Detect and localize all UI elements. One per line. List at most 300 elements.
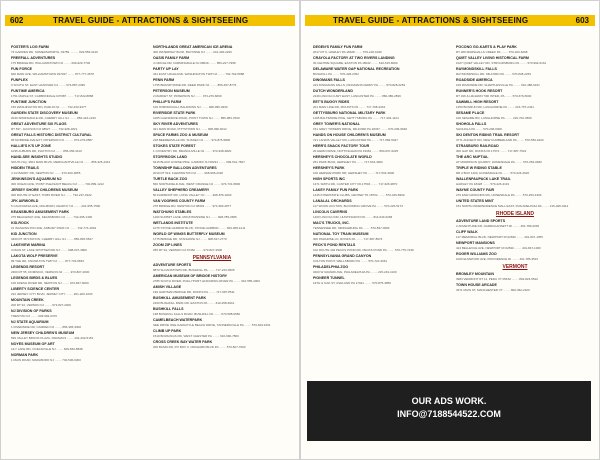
listing-name: HIGH SPORTS INC — [313, 177, 345, 181]
listing-name: GREAT ADVENTURE SIX FLAGS — [11, 122, 67, 126]
listing-address-phone: 275 BEACHWAY AVE, KEANSBURG NJ ........ 732-495-1400 — [11, 215, 93, 219]
listing-entry — [153, 232, 271, 243]
nj-listings-continued — [153, 45, 271, 254]
listing-entry — [313, 45, 431, 56]
listing-address-phone: 100 OXBOROUGH, BALDWINS NJ ........ 908-995-0300 — [153, 105, 228, 109]
listing-address-phone: RR 2 BOX 1400, HONESDALE PA ........ 570-226-2620 — [456, 171, 530, 175]
listing-address-phone: 3400 RT 38 STATION, CHERRY HILL NJ ........ 856-845-5637 — [11, 237, 93, 241]
listing-entry — [313, 265, 431, 276]
listing-entry — [153, 296, 271, 307]
listing-name: PHILLIP'S FARM — [153, 100, 182, 104]
listing-address-phone: 151 GREY TOWERS DRIVE, MILFORD PA 18337 ........ 570-296-9630 — [313, 127, 407, 131]
listing-address-phone: 117 MEMORIAL BLVD, NEWPORT RI 02840 ........ 401-847-1355 — [456, 235, 543, 239]
listing-name: NJ STATE AQUARIUM — [11, 320, 49, 324]
listing-address-phone: 300 ROUTE 37 EAST, TOMS RIVER NJ ........ 732-237-3222 — [11, 193, 92, 197]
listing-address-phone: 175 BRIDGE RD, WILLIAMSTOWN NJ ........ 609-629-7700 — [11, 61, 91, 65]
listing-entry — [153, 199, 271, 210]
listing-address-phone: 278 BRIDGE RD, NEWTON NJ 08303 ........ 973-383-2877 — [153, 204, 232, 208]
listing-address-phone: 1 COVENTRY RD, BRANCHVILLE NJ ........ 973-948-3820 — [153, 149, 232, 153]
listing-entry — [11, 298, 129, 309]
listing-address-phone: RAYMONDSKILL RD, MILFORD PA ........ 570-828-2253 — [456, 72, 531, 76]
listing-address-phone: 2017 RT 6, HAWLEY PA 18428 ........ 570-226-6346 — [313, 50, 382, 54]
listing-name: KID JUNCTION — [11, 232, 37, 236]
listing-address-phone: 2019 RT 519, FLEMINGTON NJ ........ 908-996-2320 — [153, 171, 224, 175]
ri-listings — [456, 219, 574, 263]
listing-name: CLIMB UP PARK — [153, 329, 182, 333]
listing-name: ADVENTURE SPORTS — [153, 263, 192, 267]
listing-entry — [456, 230, 574, 241]
listing-name: QUIET VALLEY LIVING HISTORICAL FARM — [456, 56, 529, 60]
listing-entry — [313, 221, 431, 232]
listing-address-phone: 1075 STONE HARBOR BLVD, STONE HARBOR ........ 609-368-1211 — [153, 226, 246, 230]
listing-address-phone: 300 OCEAN AVE, POINT PLEASANT BEACH NJ ........ 732-899-1212 — [11, 182, 104, 186]
listing-address-phone: 400 WATERWAY BLVD, BAYONNE NJ ........ 201-436-2200 — [153, 50, 232, 54]
listing-entry — [11, 45, 129, 56]
listing-name: CLIFF WALK — [456, 230, 478, 234]
listing-address-phone: 65 MCBRIDE AVE EXT, PATERSON NJ .......... 973-279-9587 — [11, 138, 93, 142]
listing-entry — [153, 78, 271, 89]
listing-entry — [456, 199, 574, 210]
listing-name: WALLENPAUPACK LAKE TRAIL — [456, 177, 511, 181]
listing-entry — [313, 56, 431, 67]
listing-name: HERR'S SNACK FACTORY TOUR — [313, 144, 370, 148]
listing-entry — [456, 89, 574, 100]
listing-address-phone: 138 BUSHKILL FALLS ROAD, BUSHKILL PA ........ 570-588-6682 — [153, 312, 241, 316]
listing-entry — [153, 318, 271, 329]
listing-address-phone: 100 HERSHEYPARK DR, HERSHEY PA ........ 717-534-3900 — [313, 171, 395, 175]
listing-entry — [153, 210, 271, 221]
listing-entry — [153, 340, 271, 351]
listing-entry — [153, 243, 271, 254]
listing-address-phone: 1160 SUMMIT LANE, MOUNTAINSIDE NJ ........ 908-789-3665 — [153, 215, 237, 219]
listing-entry — [456, 155, 574, 166]
listing-address-phone: 2300 RT 55, DOMINICK, VERNON NJ ........ 973-827-2000 — [11, 270, 90, 274]
listing-entry — [11, 353, 129, 364]
listing-address-phone: 1471 SMITH RD, CANTER CITY PA 17504 ........ 717-626-9870 — [313, 182, 398, 186]
listing-address-phone: HAWLEY PA 18428 ........ 570-226-3191 — [456, 182, 510, 186]
listing-address-phone: 199 HARTMAN BRIDGE RD, RONKS PA ........ 717-687-8511 — [153, 290, 235, 294]
listing-address-phone: 2249 LINCOLN HWY EAST, LANCASTER PA ........ 866-386-2839 — [313, 94, 401, 98]
listing-address-phone: 100 SESAME RD, LANGHORNE PA ........ 215-702-3566 — [456, 116, 532, 120]
listing-name: RUNNER'S HOOK RESORT — [456, 89, 503, 93]
listing-address-phone: 2100 BUSHKILL PARK DR, EASTON PA ........ 610-258-6941 — [153, 301, 235, 305]
listing-address-phone: 1035 AUBURN RD, PHOTOS NJ ........ 856-456-3110 — [11, 149, 82, 153]
listing-name: CAMELBEACH WATERPARK — [153, 318, 203, 322]
listing-address-phone: 2 MARKET ST, PATERSON NJ ........ 973-279-6669 — [153, 94, 222, 98]
listing-address-phone: 89 THE RD, KNOWLTON TWP NJ ........ 877-733-9653 — [11, 259, 84, 263]
listing-name: NJ DIVISION OF PARKS — [11, 309, 52, 313]
listing-entry — [313, 111, 431, 122]
listing-entry — [11, 199, 129, 210]
right-header — [301, 1, 599, 31]
advertisement-box — [307, 381, 591, 441]
listing-entry — [11, 342, 129, 353]
listing-address-phone: 1755 BRANDYWINE RD, DEER PARK NJ ........ 856-497-8776 — [153, 83, 237, 87]
listing-entry — [313, 210, 431, 221]
listing-address-phone: 21 WASHINGTON AVE, ASBURY PARK NJ ........ 732-774-4994 — [11, 226, 97, 230]
listing-entry — [11, 78, 129, 89]
listing-name: SESAME PLACE — [456, 111, 485, 115]
listing-address-phone: 1400 LINCOLN DR, HUNTINGDON PA ........ 814-643-0268 — [313, 215, 393, 219]
listing-name: PIONEER TUNNEL — [313, 276, 345, 280]
listing-entry — [11, 56, 129, 67]
state-heading-pennsylvania: PENNSYLVANIA — [192, 255, 232, 261]
listing-entry — [11, 188, 129, 199]
listing-entry — [11, 89, 129, 100]
listing-address-phone: 2785 SOUTH RIVER, PHILLYPORT, ENDURING RIVER PA ........ 610-555-2000 — [153, 279, 260, 283]
listing-entry — [11, 166, 129, 177]
pa-listings-continued — [456, 45, 574, 210]
left-header — [1, 1, 299, 31]
listing-address-phone: 1751 MAPLE ST, CARBONDALE 037087 ........ 717-822-8868 — [11, 94, 94, 98]
listing-address-phone: 200 BASIN RD, PO BOX 0, ORCHARD BLVD PA ........ 570-827-7900 — [153, 345, 246, 349]
listing-name: HANDS ON HOUSE CHILDREN'S MUSEUM — [313, 133, 386, 137]
listing-address-phone: 3771 ANCIENT RD, NEW CUMBERLAND PA ........ 570-559-9220 — [456, 138, 544, 142]
listing-address-phone: 255 RT 94, VERNON NJ 07462 ........ 973-827-3900 — [153, 248, 223, 252]
listing-name: DEGEN'S FAMILY FUN FARM — [313, 45, 363, 49]
listing-entry — [313, 276, 431, 287]
listing-entry — [153, 329, 271, 340]
listing-name: GETTYSBURG NATIONAL MILITARY PARK — [313, 111, 386, 115]
listing-name: PHILADELPHIA ZOO — [313, 265, 349, 269]
listing-name: DINGMANS FALLS — [313, 78, 345, 82]
listing-address-phone: 721 LANDIS VALLEY RD, LANCASTER PA ........ 717-569-5437 — [313, 138, 398, 142]
listing-entry — [11, 287, 129, 298]
listing-name: TRIPLE W RIDING STABLE — [456, 166, 502, 170]
listing-name: NATIONAL TOY TRAIN MUSEUM — [313, 232, 369, 236]
listing-address-phone: 2040 SPRINGDALE RD, CHERRY HILL NJ ........ 856-424-1233 — [11, 116, 96, 120]
listing-name: LINCOLN CAVERNS — [313, 210, 348, 214]
listing-entry — [153, 274, 271, 285]
listing-name: WORLD OF WINGS BUTTERFLY MUSEUM — [153, 232, 225, 236]
listing-name: LAKEY FAMILY FUN PARK — [313, 188, 359, 192]
listing-address-phone: RT 196 & HIGHWAY 590 INTER, PA ........ 570-676-5000 — [456, 94, 532, 98]
listing-entry — [11, 276, 129, 287]
listing-name: TOWNSHIP BALLOON ADVENTURES — [153, 166, 217, 170]
listing-entry — [456, 144, 574, 155]
listing-address-phone: 3 SOUTH ST, EAST HANOVER NJ ........ 973-887-2399 — [11, 83, 85, 87]
listing-entry — [11, 254, 129, 265]
listing-name: HERSHEY'S CHOCOLATE WORLD — [313, 155, 372, 159]
listing-address-phone: 270 FAIR GROUNDS RD, HONESDALE PA ........ 570-253-4306 — [456, 193, 542, 197]
listing-name: EET'S BUGGY RIDES — [313, 100, 350, 104]
listing-entry — [456, 272, 574, 283]
listing-entry — [11, 265, 129, 276]
listing-address-phone: 117 WOOD ACCTWS, BLOOMING GROVE PA ........ 570-226-5173 — [313, 204, 403, 208]
listing-address-phone: 201 MAIN LINE RD, MOUNTS PA ........ 717-768-3334 — [313, 105, 386, 109]
listing-name: FREEFALL ADVENTURES — [11, 56, 56, 60]
listing-name: LAKOTA WOLF PRESERVE — [11, 254, 58, 258]
listing-name: PENNSYLVANIA GRAND CANYON — [313, 254, 372, 258]
listing-name: TOWN HOUSE ARCADE — [456, 283, 497, 287]
listing-entry — [153, 100, 271, 111]
listing-name: CROSS CREEK BAY WATER PARK — [153, 340, 213, 344]
listing-address-phone: TENNESSEE RD, MIDDLEBURG PA ........ 570-837-0083 — [313, 226, 390, 230]
listing-entry — [456, 219, 574, 230]
listing-address-phone: RT 537, JACKSON NJ 08527 ........ 732-928-1821 — [11, 127, 78, 131]
listing-entry — [456, 283, 574, 294]
listing-name: AMERICAN MUSEUM OF BRIDGE HISTORY — [153, 274, 228, 278]
listing-name: FUNTIME JUNCTION — [11, 100, 47, 104]
listing-entry — [153, 144, 271, 155]
listing-entry — [456, 45, 574, 56]
listing-address-phone: 19TH & OAK ST, ASHLAND PA 17921 ........ 570-875-3850 — [313, 281, 391, 285]
listing-entry — [11, 309, 129, 320]
listing-address-phone: 30 CENTRE SQUARE, EASTON PA 18042 ........ 610-515-8000 — [313, 61, 398, 65]
listing-address-phone: 3984 VERMONT RT 11, PERU VT 05152 ........ 802-824-5522 — [456, 277, 538, 281]
listing-address-phone: 200 RT 94, VERNON NJ ........ 973-827-2000 — [11, 303, 71, 307]
listing-name: SHOHOLA FALLS — [456, 122, 487, 126]
listing-entry — [11, 122, 129, 133]
listing-entry — [153, 122, 271, 133]
listing-name: VALLEY SHEPHERD CREAMERY — [153, 188, 210, 192]
listing-address-phone: 1445 INTERSTATE CLUBS, CENTER TN 18702 ........ 570-445-8300 — [313, 193, 405, 197]
listing-entry — [153, 133, 271, 144]
listing-address-phone: 560 NORTHFIELD AVE, WEST ORANGE NJ ........ 973-731-5800 — [153, 182, 241, 186]
listing-entry — [153, 166, 271, 177]
listing-address-phone: 4 CIRCLE DR, FARMINGDALE NJ 08049 ........ 856-227-7998 — [153, 61, 236, 65]
ad-email: INFO@7188544522.COM — [397, 409, 501, 419]
listing-entry — [153, 67, 271, 78]
listing-name: SAWMILL HIGH RESORT — [456, 100, 499, 104]
listing-address-phone: 1250 BOGRUN RD, LANGHORNE PA ........ 215-757-2441 — [456, 105, 534, 109]
listing-address-phone: AT MORRISON QUARRY, HONESDALE PA ........ 570-253-0480 — [456, 160, 542, 164]
listing-name: KID-ROCK — [11, 221, 29, 225]
listing-entry — [456, 188, 574, 199]
listing-address-phone: 1195 BALTIMORE PIKE, GETTYSBURG PA ........ 717-334-1124 — [313, 116, 399, 120]
listing-entry — [11, 144, 129, 155]
listing-address-phone: SOUTH SQ, 4601 MAIN BLVD, MERCHANTVILLE NJ ........ 856-325-4444 — [11, 160, 111, 164]
vt-listings — [456, 272, 574, 294]
pa-listings — [153, 263, 271, 351]
listing-name: WETLANDS INSTITUTE — [153, 221, 193, 225]
listing-entry — [11, 67, 129, 78]
listing-name: THE ARC NUPTIAL — [456, 155, 489, 159]
listing-name: SKI DENTON RIDING TRAIL RESORT — [456, 133, 520, 137]
listing-entry — [313, 67, 431, 78]
listing-address-phone: 1775 BRIDGE RD, STANHOPE NJ ........ 908-617-2770 — [153, 237, 227, 241]
listing-entry — [313, 122, 431, 133]
listing-name: HALLIE'S K'S UP ZONE — [11, 144, 51, 148]
listing-entry — [313, 177, 431, 188]
listing-entry — [313, 100, 431, 111]
listing-entry — [313, 166, 431, 177]
listing-name: ROGER WILLIAMS ZOO — [456, 252, 497, 256]
listing-entry — [456, 111, 574, 122]
listing-entry — [456, 252, 574, 263]
listing-address-phone: 251 PARK BLVD, HERSHEY PA ........ 717-534-4900 — [313, 160, 383, 164]
listing-name: FOSTER'S LOG FARM — [11, 45, 49, 49]
listing-entry — [11, 221, 129, 232]
listing-entry — [153, 285, 271, 296]
listing-name: RAYMONDSKILL FALLS — [456, 67, 497, 71]
listing-name: OASIS FAMILY FARM — [153, 56, 190, 60]
listing-address-phone: 300 GAP RD, RONKS PA 17572 ........ 717-687-7522 — [456, 149, 527, 153]
listing-entry — [313, 89, 431, 100]
listing-entry — [313, 232, 431, 243]
listing-name: FUNPLEX — [11, 78, 28, 82]
listing-entry — [313, 254, 431, 265]
listing-address-phone: 1027 QUIET VALLEY RD, STROUDSBURG PA ........ 570-992-6161 — [456, 61, 547, 65]
listing-name: LEGENDS BIRDS & BLUES — [11, 276, 58, 280]
listing-name: PETERSON MUSEUM — [153, 89, 190, 93]
listing-address-phone: TRENTON NJ ........ 609-984-0370 — [11, 314, 57, 318]
listing-address-phone: 3400 W GIRARD AVE, PHILADELPHIA PA ........ 215-243-1100 — [313, 270, 397, 274]
listing-entry — [313, 188, 431, 199]
listing-entry — [456, 122, 574, 133]
listing-name: HIDDEN TRAILS — [11, 166, 39, 170]
listing-entry — [153, 221, 271, 232]
listing-address-phone: 599 VALLEY BROOK PLAZA, PARAMUS ........ 201-262-5151 — [11, 336, 94, 340]
listing-name: JERSEY SHORE CHILDRENS MUSEUM — [11, 188, 78, 192]
state-heading-rhode-island: RHODE ISLAND — [495, 211, 535, 217]
listing-address-phone: RT 209 MARSHALLS CREEK PA ........ 570-223-6298 — [456, 50, 528, 54]
listing-name: STOKES STATE FOREST — [153, 144, 196, 148]
listing-name: AMISH VILLAGE — [153, 285, 182, 289]
listing-name: RIVERSIDE STATE PARK — [153, 111, 196, 115]
listing-name: FUN FORCE — [11, 67, 32, 71]
listing-address-phone: 102 ROUTE 402 PECKS POND RD, PECKS POND PA ........ 570-775-7239 — [313, 248, 414, 252]
listing-address-phone: 6415 BLACK HORSE PIKE, CARDIFF NJ 08234 ........ 609-641-7847 — [153, 160, 245, 164]
listing-address-phone: 4 1/2 BARRY RD, NEWTON NJ ........ 973-300-9655 — [11, 171, 81, 175]
listing-name: LIBERTY SCIENCE CENTER — [11, 287, 60, 291]
listing-name: ADVENTURE LAND SPORTS — [456, 219, 506, 223]
listing-name: ROADSIDE AMERICA — [456, 78, 493, 82]
listing-entry — [313, 133, 431, 144]
listing-address-phone: 222 JERSEY CITY BLVD, JERSEY CITY ........ 201-200-1000 — [11, 292, 93, 296]
left-column-2 — [153, 45, 271, 351]
listing-entry — [456, 67, 574, 78]
listing-entry — [11, 331, 129, 342]
listing-name: CRAYOLA FACTORY AT TWO RIVERS LANDING — [313, 56, 395, 60]
listing-address-phone: 150 WASHINGTON RD, PARLIN NJ ........ 732-432-9377 — [11, 105, 87, 109]
listing-name: LAKEVIEW MARINA — [11, 243, 46, 247]
listing-name: HAND-SEE INSIGHTS STUDIO — [11, 155, 63, 159]
listing-address-phone: 424 BELLEVUE AVE, NEWPORT RI 02840 ........ 401-847-1000 — [456, 246, 541, 250]
listing-name: BUSHKILL FALLS — [153, 307, 184, 311]
listing-name: STORYBOOK LAND — [153, 155, 187, 159]
left-column-1 — [11, 45, 129, 364]
listing-address-phone: SHOHOLA PA ........ 570-296-6000 — [456, 127, 502, 131]
listing-address-phone: 600 MAIN AVE, WILLIAMSTOWN 037037 ........ 877-777-4578 — [11, 72, 94, 76]
listing-name: DUTCH WONDERLAND — [313, 89, 353, 93]
listing-entry — [313, 199, 431, 210]
listing-entry — [456, 78, 574, 89]
listing-name: PARTY UP LAY — [153, 67, 179, 71]
listing-address-phone: 321 MAIN ROAD, PITTSTOWN NJ ........ 908-996-6012 — [153, 127, 227, 131]
listing-address-phone: 73 GARDEN RD, SOMERSWORTH, 03789 .......... 603-555-0126 — [11, 50, 98, 54]
listing-entry — [456, 241, 574, 252]
listing-entry — [153, 155, 271, 166]
listing-entry — [153, 263, 271, 274]
listing-entry — [11, 232, 129, 243]
listing-entry — [11, 177, 129, 188]
listing-entry — [153, 111, 271, 122]
right-column-1 — [313, 45, 431, 287]
listing-entry — [313, 144, 431, 155]
listing-name: NORMAN PARK — [11, 353, 39, 357]
listing-name: UNITED STATES MINT — [456, 199, 494, 203]
listing-name: NEWPORT MANSIONS — [456, 241, 495, 245]
right-page-number: 603 — [575, 16, 589, 25]
listing-name: BUSHKILL AMUSEMENT PARK — [153, 296, 207, 300]
listing-name: DELAWARE WATER GAP NATIONAL RECREATION — [313, 67, 400, 71]
listing-entry — [456, 177, 574, 188]
listing-entry — [153, 177, 271, 188]
right-page — [300, 0, 600, 460]
listing-address-phone: 3371 MAIN ST, MANCHESTER VT ........ 802-362-2100 — [456, 288, 530, 292]
listing-name: SKY RIVER ADVENTURES — [153, 122, 198, 126]
listing-address-phone: LILY LAKE RD, OCEANVILLE NJ ........ 609-652-8848 — [11, 347, 83, 351]
listing-name: GREAT FALLS HISTORIC DISTRICT CULTURAL — [11, 133, 92, 137]
listing-name: HERSHEY'S PARK — [313, 166, 345, 170]
listing-name: PENN FARM — [153, 78, 175, 82]
listing-entry — [11, 210, 129, 221]
listing-address-phone: 2 ADVENTURE DR, NARRAGANSETT RI ........ 401-789-0030 — [456, 224, 540, 228]
listing-address-phone: 300 PARADISE LN, RONKS PA ........ 717-687-8976 — [313, 237, 383, 241]
listing-name: MOUNTAIN CREEK — [11, 298, 44, 302]
listing-entry — [153, 89, 271, 100]
listing-name: MAC'S TRUCKS, INC. — [313, 221, 350, 225]
listing-name: SPACE FARMS ZOO & MUSEUM — [153, 133, 209, 137]
listing-name: WAYNE COUNTY FAIR — [456, 188, 495, 192]
listing-entry — [313, 155, 431, 166]
listing-entry — [11, 243, 129, 254]
listing-name: FUNTIME AMERICA — [11, 89, 45, 93]
listing-entry — [313, 243, 431, 254]
listing-name: GREY TOWER'S NATIONAL — [313, 122, 360, 126]
listing-name: ZOOM ZIP LINES — [153, 243, 182, 247]
listing-entry — [11, 133, 129, 144]
listing-name: JFK AIRWORLD — [11, 199, 39, 203]
listing-entry — [153, 307, 271, 318]
listing-name: JENKINSON'S AQUARIUM NJ — [11, 177, 62, 181]
listing-entry — [456, 166, 574, 177]
listing-address-phone: 431 EAST HIGHLAND, WASHINGTON TWP NJ ........ 732-792-5088 — [153, 72, 245, 76]
listing-entry — [313, 78, 431, 89]
listing-address-phone: 1005 GLENDRIVE ROAD, POINT TOWN NJ ........ 856-983-7600 — [153, 116, 240, 120]
listing-entry — [11, 111, 129, 122]
listing-name: WATCHUNG STABLES — [153, 210, 192, 214]
listing-name: STRASBURG RAILROAD — [456, 144, 499, 148]
listing-address-phone: 218 BEEMERVILLE RD, SUSSEX NJ ........ 973-875-5800 — [153, 138, 231, 142]
left-page-title: TRAVEL GUIDE - ATTRACTIONS & SIGHTSEEING — [53, 16, 249, 25]
listing-entry — [11, 155, 129, 166]
listing-address-phone: COLTON POINT, WELLSBORO PA ........ 570-724-3061 — [313, 259, 388, 263]
listing-entry — [153, 188, 271, 199]
listing-address-phone: 1 MAIN ROAD, MARLBORO NJ ........ 732-536-9300 — [11, 358, 81, 362]
ad-headline: OUR ADS WORK. — [411, 396, 487, 406]
listing-address-phone: BUSHKILL PA ........ 570-426-2452 — [313, 72, 359, 76]
listing-address-phone: 9870 SLOANSTOWN RD, BUSHKILL PA ........ 717-223-0505 — [153, 268, 235, 272]
right-page-title: TRAVEL GUIDE - ATTRACTIONS & SIGHTSEEING — [333, 16, 529, 25]
listing-name: VAN VOORHIS COUNTY FARM — [153, 199, 206, 203]
listing-address-phone: 109 ROADSIDE DR, SHARTLESVILLE PA ........ 610-488-6241 — [456, 83, 540, 87]
listing-name: LANALAL ORCHARDS — [313, 199, 352, 203]
listing-address-phone: 4 MAIN ST, LAKE SPOTSWOOD NJ ........ 908-637-4800 — [11, 248, 87, 252]
listing-name: NOYES MUSEUM OF ART — [11, 342, 55, 346]
listing-address-phone: 1000 ELMWOOD AVE, PROVIDENCE RI ........ 401-785-3510 — [456, 257, 539, 261]
listing-address-phone: 223 DINGMANS FALLS, DINGMANS FERRY PA ........ 570-828-2253 — [313, 83, 406, 87]
left-page-number: 602 — [10, 16, 24, 25]
listing-entry — [456, 56, 574, 67]
listing-entry — [153, 45, 271, 56]
listing-name: POCONO GO-KARTS & PLAY PARK — [456, 45, 517, 49]
listing-address-phone: 5 CALIFORNIA AVE, MILLBURN, KEARNY NJ ........ 201-955-7500 — [11, 204, 101, 208]
listing-address-phone: SEE DRIVE ONE GARGOYLE BEACH DRIVE, TANNERSVILLE PA ........ 570-629-1661 — [153, 323, 271, 327]
listing-address-phone: 50 FAIRMONT RD, LONG VALLEY NJ ........ 908-876-3200 — [153, 193, 232, 197]
listing-name: LEGENDS RESORT — [11, 265, 45, 269]
